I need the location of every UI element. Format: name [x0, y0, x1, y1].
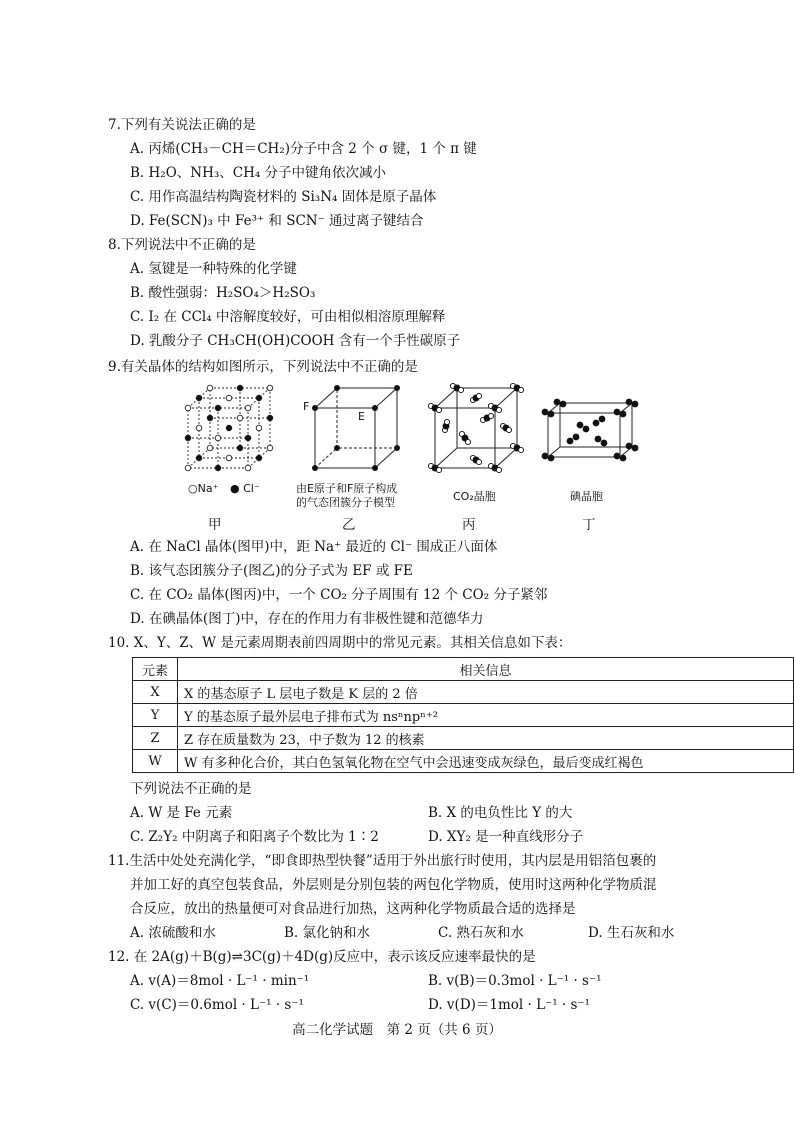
q11-stem-line-2: 并加工好的真空包装食品，外层则是分别包装的两包化学物质，使用时这两种化学物质混 — [130, 877, 657, 893]
q7-stem: 7.下列有关说法正确的是 — [108, 117, 256, 133]
q10-option-c: C. Z₂Y₂ 中阴离子和阳离子个数比为 1∶2 — [130, 829, 379, 845]
iodine-unit-cell-figure — [540, 395, 640, 470]
table-header-row — [133, 658, 794, 681]
legend-na: ○Na⁺ — [188, 482, 219, 495]
q7-option-c: C. 用作高温结构陶瓷材料的 Si₃N₄ 固体是原子晶体 — [130, 189, 437, 205]
q8-option-b: B. 酸性强弱：H₂SO₄＞H₂SO₃ — [130, 285, 316, 301]
table-cell-info: Y 的基态原子最外层电子排布式为 nsⁿnpⁿ⁺² — [178, 704, 794, 727]
table-cell-info: W 有多种化合价，其白色氢氧化物在空气中会迅速变成灰绿色，最后变成红褐色 — [178, 750, 794, 773]
q10-option-d: D. XY₂ 是一种直线形分子 — [428, 829, 584, 845]
label-f: F — [303, 400, 310, 413]
caption-yi: 乙 — [342, 517, 356, 533]
table-cell-element: X — [133, 681, 178, 704]
q11-stem-line-1: 11.生活中处处充满化学，“即食即热型快餐”适用于外出旅行时使用，其内层是用铝箔包裹的 — [108, 853, 657, 869]
q12-option-c: C. v(C)＝0.6mol · L⁻¹ · s⁻¹ — [130, 997, 304, 1013]
label-e: E — [358, 410, 365, 423]
table-row — [133, 750, 794, 773]
q7-option-b: B. H₂O、NH₃、CH₄ 分子中键角依次减小 — [130, 165, 387, 181]
q9-option-a: A. 在 NaCl 晶体(图甲)中，距 Na⁺ 最近的 Cl⁻ 围成正八面体 — [130, 539, 498, 555]
legend-cl: ● Cl⁻ — [230, 482, 260, 495]
q8-option-a: A. 氢键是一种特殊的化学键 — [130, 261, 297, 277]
caption-ding: 丁 — [582, 517, 596, 533]
iodine-cell-label: 碘晶胞 — [570, 490, 603, 503]
nacl-crystal-figure — [180, 380, 280, 475]
cluster-desc-2: 的气态团簇分子模型 — [296, 496, 395, 509]
q12-option-b: B. v(B)＝0.3mol · L⁻¹ · s⁻¹ — [428, 973, 602, 989]
q10-option-b: B. X 的电负性比 Y 的大 — [428, 805, 573, 821]
q9-option-c: C. 在 CO₂ 晶体(图丙)中，一个 CO₂ 分子周围有 12 个 CO₂ 分子紧邻 — [130, 587, 548, 603]
q8-option-c: C. I₂ 在 CCl₄ 中溶解度较好，可由相似相溶原理解释 — [130, 309, 446, 325]
q10-stem: 10. X、Y、Z、W 是元素周期表前四周期中的常见元素。其相关信息如下表： — [108, 635, 572, 651]
q10-subquestion: 下列说法不正确的是 — [130, 781, 252, 797]
caption-jia: 甲 — [208, 517, 222, 533]
co2-cell-label: CO₂晶胞 — [453, 490, 496, 503]
q9-option-d: D. 在碘晶体(图丁)中，存在的作用力有非极性键和范德华力 — [130, 611, 484, 627]
cluster-molecule-figure — [305, 380, 405, 475]
table-cell-info: Z 存在质量数为 23，中子数为 12 的核素 — [178, 727, 794, 750]
q11-option-b: B. 氯化钠和水 — [284, 925, 371, 941]
q9-option-b: B. 该气态团簇分子(图乙)的分子式为 EF 或 FE — [130, 563, 413, 579]
q11-option-d: D. 生石灰和水 — [588, 925, 675, 941]
table-cell-element: Z — [133, 727, 178, 750]
element-info-table — [132, 657, 794, 773]
table-cell-element: W — [133, 750, 178, 773]
co2-unit-cell-figure — [425, 380, 525, 475]
q11-option-c: C. 熟石灰和水 — [438, 925, 524, 941]
q11-stem-line-3: 合反应，放出的热量便可对食品进行加热，这两种化学物质最合适的选择是 — [130, 901, 576, 917]
page-footer: 高二化学试题 第 2 页（共 6 页） — [292, 1022, 502, 1038]
table-header-info: 相关信息 — [178, 658, 794, 681]
q10-option-a: A. W 是 Fe 元素 — [130, 805, 233, 821]
q8-option-d: D. 乳酸分子 CH₃CH(OH)COOH 含有一个手性碳原子 — [130, 333, 461, 349]
q12-stem: 12. 在 2A(g)＋B(g)⇌3C(g)＋4D(g)反应中，表示该反应速率最快的是 — [108, 949, 536, 965]
cluster-desc-1: 由E原子和F原子构成 — [296, 482, 398, 495]
q7-option-a: A. 丙烯(CH₃－CH＝CH₂)分子中含 2 个 σ 键，1 个 π 键 — [130, 141, 477, 157]
table-row — [133, 681, 794, 704]
q12-option-a: A. v(A)＝8mol · L⁻¹ · min⁻¹ — [130, 973, 310, 989]
caption-bing: 丙 — [462, 517, 476, 533]
q11-option-a: A. 浓硫酸和水 — [130, 925, 216, 941]
table-cell-info: X 的基态原子 L 层电子数是 K 层的 2 倍 — [178, 681, 794, 704]
q8-stem: 8.下列说法中不正确的是 — [108, 237, 256, 253]
table-cell-element: Y — [133, 704, 178, 727]
q12-option-d: D. v(D)＝1mol · L⁻¹ · s⁻¹ — [428, 997, 590, 1013]
table-row — [133, 704, 794, 727]
table-header-element: 元素 — [133, 658, 178, 681]
table-row — [133, 727, 794, 750]
q9-stem: 9.有关晶体的结构如图所示，下列说法中不正确的是 — [108, 359, 418, 375]
q7-option-d: D. Fe(SCN)₃ 中 Fe³⁺ 和 SCN⁻ 通过离子键结合 — [130, 213, 424, 229]
